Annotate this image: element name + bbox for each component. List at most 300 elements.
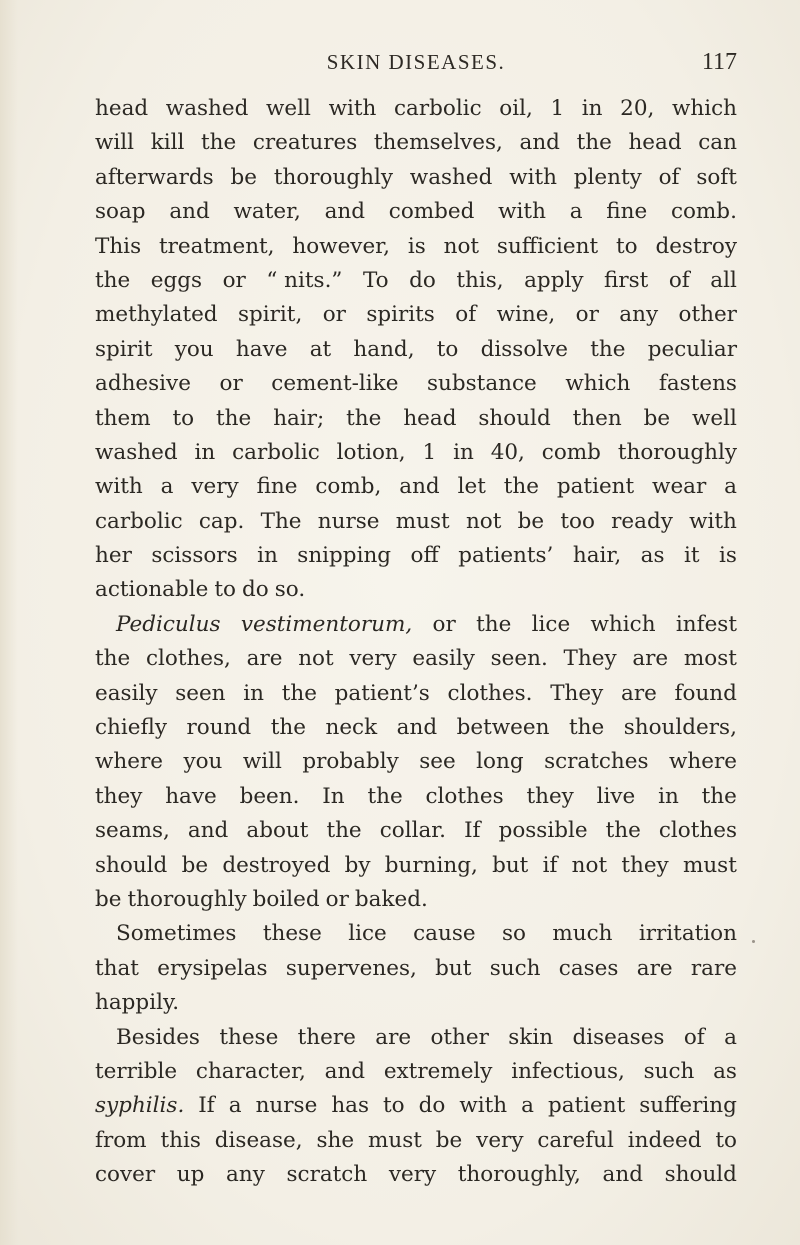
word: you [183,749,223,775]
text-line [95,608,737,642]
word: they [526,783,574,809]
word: so. [274,577,306,603]
word: This [95,233,142,259]
margin-speck [752,940,755,943]
word: be [643,405,671,431]
word: if [542,852,558,878]
word: seams, [95,818,170,844]
word: a [569,199,583,225]
word: she [316,1127,355,1153]
word: or [325,886,349,912]
page-number: 117 [701,49,737,75]
word: cases [558,955,619,981]
body-text [95,92,737,1193]
word: off [410,543,439,569]
word: head [95,96,149,121]
word: comb. [670,199,737,225]
word: be [95,886,122,912]
word: a [228,1093,242,1119]
text-line [95,230,737,264]
word: very [476,1127,524,1153]
word: do [409,267,436,293]
word: with [509,164,557,190]
word: washed [409,164,493,190]
word: spirit, [237,302,303,328]
word: is [407,233,426,259]
word: and [187,818,229,844]
running-head [95,50,737,84]
word: “ nits.” [266,267,343,293]
text-line [95,573,737,607]
word: head [628,130,682,156]
word: adhesive [95,371,191,397]
word: much [552,921,613,947]
text-line [95,1021,737,1055]
word: lice [348,921,387,947]
word: in [581,96,603,121]
word: They [550,680,604,706]
word: where [95,749,163,775]
word: infectious, [511,1058,625,1084]
text-line [95,195,737,229]
word: where [669,749,737,775]
word: in [257,543,278,569]
text-line [95,711,737,745]
word: easily [95,680,158,706]
word: or [322,302,346,328]
text-line [95,677,737,711]
word: and [396,715,438,741]
text-line [95,470,737,504]
word: collar. [379,818,447,844]
word: be [435,1127,463,1153]
word: easily [412,646,475,672]
word: such [489,955,541,981]
word: as [640,543,665,569]
word: has [331,1093,370,1119]
word: fine [256,474,298,500]
word: which [565,371,631,397]
word: chiefly [95,715,167,741]
text-line [95,1124,737,1158]
word: as [713,1058,737,1084]
word: the [576,130,612,156]
word: seen. [490,646,548,672]
word: neck [325,715,378,741]
word: hand, [353,336,415,362]
word: are [246,646,283,672]
word: that [95,955,139,981]
word: with [498,199,546,225]
word: destroy [655,233,737,259]
word: should [664,1162,737,1188]
word: carbolic [232,439,320,465]
word: the [281,680,317,706]
word: very [349,646,397,672]
text-line [95,1055,737,1089]
word: of [658,164,680,190]
word: wear [652,474,707,500]
word: must [367,1127,422,1153]
word: nurse [255,1093,318,1119]
word: burning, [384,852,478,878]
word: the [216,405,252,431]
word: probably [302,749,399,775]
word: not [443,233,480,259]
word: irritation [638,921,737,947]
word: must [682,852,737,878]
word: cap. [198,508,245,534]
word: sufficient [496,233,599,259]
word: apply [524,267,584,293]
word: in [243,680,264,706]
word: not [571,852,608,878]
word: but [435,955,472,981]
word: of [455,302,477,328]
word: however, [292,233,390,259]
word: most [683,646,737,672]
word: patient’s [334,680,430,706]
word: diseases [572,1024,665,1050]
word: to [383,1093,405,1119]
word: and [324,1058,366,1084]
word: her [95,543,132,569]
word: 1 [422,439,437,465]
word: are [632,646,669,672]
word: clothes [425,783,504,809]
word: it [683,543,700,569]
word: such [643,1058,695,1084]
word: of [668,267,690,293]
word: carbolic [393,96,482,121]
word: the [503,474,539,500]
word: lotion, [336,439,406,465]
text-line [95,264,737,298]
word: careful [537,1127,614,1153]
word: lice [531,611,571,637]
word: patient [556,474,635,500]
word: are [621,680,657,706]
word: supervenes, [285,955,417,981]
word: will [242,749,282,775]
word: is [718,543,737,569]
word: to [715,1127,737,1153]
word: very [388,1162,437,1188]
word: a [724,1024,737,1050]
text-line [95,780,737,814]
word: erysipelas [157,955,268,981]
word: the [476,611,512,637]
word: clothes [658,818,737,844]
word: too [560,508,595,534]
word: so [501,921,526,947]
word: cause [413,921,476,947]
word: will [95,130,135,156]
word: a [521,1093,534,1119]
text-line [95,333,737,367]
word: substance [427,371,537,397]
text-line [95,745,737,779]
word: and [399,474,440,500]
word: to [214,577,236,603]
word: or [575,302,599,328]
word: see [419,749,456,775]
word: the [590,336,626,362]
word: comb [541,439,601,465]
word: have [235,336,288,362]
word: very [191,474,239,500]
text-line [95,298,737,332]
word: the [201,130,237,156]
word: possible [498,818,588,844]
word: be [517,508,545,534]
word: soap [95,199,146,225]
word: boiled [252,886,320,912]
word: with [459,1093,508,1119]
word: well [266,96,311,121]
word: them [95,405,151,431]
word: 20, [620,96,655,121]
word: washed [95,439,178,465]
text-line [95,92,737,126]
word: which [590,611,656,637]
word: and [324,199,366,225]
word: happily. [95,990,180,1016]
text-line [95,436,737,470]
word: indeed [627,1127,702,1153]
word: cover [95,1162,156,1188]
word: from [95,1127,147,1153]
word: thoroughly, [457,1162,581,1188]
word: must [395,508,450,534]
text-line [95,402,737,436]
chapter-title: SKIN DISEASES. [326,50,506,74]
word: Besides [116,1024,200,1050]
word: in [658,783,679,809]
word: They [563,646,617,672]
word: be [181,852,209,878]
word: thoroughly [273,164,393,190]
word: the [326,818,362,844]
word: hair, [572,543,622,569]
word: creatures [252,130,358,156]
word: of [683,1024,705,1050]
word: which [671,96,737,121]
word: clothes. [447,680,533,706]
word: long [476,749,524,775]
word: treatment, [158,233,275,259]
text-line [95,917,737,951]
word: combed [388,199,475,225]
word: and [602,1162,643,1188]
word: can [698,130,737,156]
word: disease, [214,1127,303,1153]
word: Sometimes [116,921,237,947]
word: to [615,233,638,259]
word: fastens [658,371,737,397]
word: are [636,955,673,981]
word: not [298,646,334,672]
word: any [619,302,659,328]
word: round [186,715,252,741]
word: other [430,1024,489,1050]
word: be [230,164,258,190]
word: Pediculus [116,611,221,637]
word: these [219,1024,279,1050]
word: suffering [639,1093,737,1119]
word: To [362,267,389,293]
word: or [219,371,243,397]
word: skin [508,1024,554,1050]
word: shoulders, [623,715,737,741]
word: terrible [95,1058,178,1084]
text-line [95,126,737,160]
word: spirit [95,336,153,362]
word: you [174,336,214,362]
word: the [568,715,605,741]
word: not [465,508,502,534]
word: nurse [317,508,380,534]
word: baked. [354,886,428,912]
word: any [226,1162,265,1188]
text-line [95,161,737,195]
word: scratches [544,749,649,775]
word: 40, [490,439,525,465]
word: have [165,783,217,809]
word: plenty [573,164,642,190]
text-line [95,1089,737,1123]
word: or [222,267,246,293]
word: do [418,1093,446,1119]
word: spirits [366,302,435,328]
word: should [95,852,168,878]
word: infest [675,611,737,637]
word: snipping [297,543,392,569]
text-line [95,986,737,1020]
word: they [621,852,669,878]
word: scissors [151,543,238,569]
text-line [95,642,737,676]
word: in [453,439,474,465]
word: If [464,818,481,844]
word: thoroughly [617,439,737,465]
text-line [95,952,737,986]
word: clothes, [145,646,231,672]
word: with [689,508,737,534]
word: to [436,336,459,362]
word: vestimentorum, [240,611,413,637]
word: In [322,783,345,809]
word: patients’ [458,543,554,569]
word: destroyed [222,852,331,878]
word: the [270,715,306,741]
word: fine [606,199,648,225]
word: all [710,267,737,293]
text-line [95,814,737,848]
word: the [605,818,641,844]
word: but [492,852,529,878]
word: by [344,852,371,878]
word: soft [696,164,737,190]
word: found [674,680,737,706]
word: the [346,405,382,431]
page-gutter-shadow [0,0,18,1245]
word: wine, [496,302,556,328]
word: washed [165,96,249,121]
text-line [95,849,737,883]
word: this [160,1127,201,1153]
word: the [701,783,737,809]
word: seen [175,680,226,706]
word: carbolic [95,508,183,534]
word: a [724,474,737,500]
word: peculiar [647,336,737,362]
word: comb, [315,474,382,500]
word: the [367,783,403,809]
text-line [95,883,737,917]
word: are [375,1024,412,1050]
word: first [604,267,649,293]
word: this, [456,267,504,293]
text-line [95,539,737,573]
word: If [198,1093,215,1119]
word: they [95,783,143,809]
word: between [456,715,550,741]
word: been. [239,783,300,809]
text-line [95,367,737,401]
word: extremely [383,1058,493,1084]
word: eggs [150,267,203,293]
word: the [95,267,131,293]
word: these [262,921,322,947]
word: the [95,646,131,672]
word: and [169,199,210,225]
word: thoroughly [127,886,247,912]
word: themselves, [373,130,503,156]
word: scratch [286,1162,368,1188]
word: kill [150,130,185,156]
word: ready [611,508,673,534]
word: oil, [499,96,533,121]
word: and [519,130,560,156]
word: hair; [273,405,325,431]
word: let [457,474,486,500]
word: head [403,405,457,431]
word: a [160,474,174,500]
word: 1 [550,96,565,121]
word: character, [195,1058,306,1084]
word: up [176,1162,205,1188]
word: there [297,1024,356,1050]
word: to [172,405,195,431]
word: or [432,611,456,637]
word: dissolve [480,336,569,362]
word: at [309,336,332,362]
word: live [596,783,636,809]
word: should [478,405,551,431]
word: syphilis. [95,1093,185,1119]
text-line [95,1158,737,1192]
word: cement-like [271,371,399,397]
word: with [95,474,143,500]
word: well [692,405,737,431]
word: actionable [95,577,209,603]
text-line [95,505,737,539]
word: methylated [95,302,218,328]
word: with [328,96,377,121]
word: water, [233,199,301,225]
word: rare [690,955,737,981]
